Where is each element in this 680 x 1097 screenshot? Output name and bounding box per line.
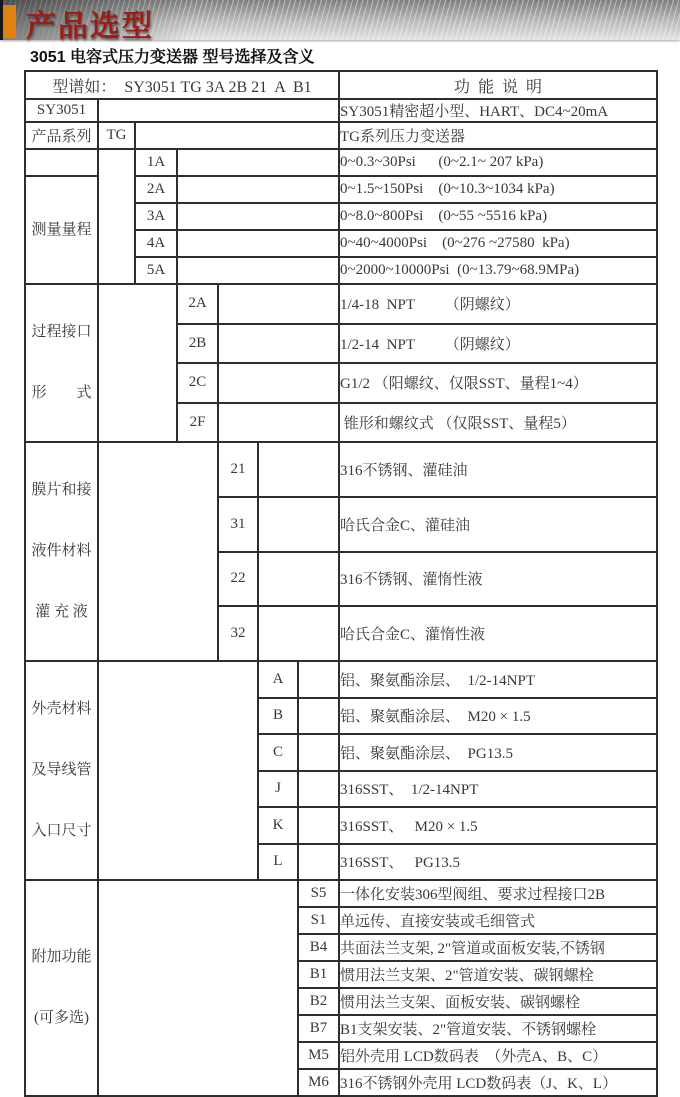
desc-cell: 1/2-14 NPT （阴螺纹） (339, 324, 657, 364)
empty-cell (258, 552, 339, 607)
code-cell: 2C (177, 363, 218, 403)
code-cell: 2A (177, 284, 218, 324)
code-cell: C (258, 734, 298, 771)
empty-cell (98, 442, 218, 661)
header-banner (0, 0, 680, 43)
desc-cell: 316SST、 PG13.5 (339, 844, 657, 881)
code-cell: 32 (218, 606, 258, 661)
desc-cell: 锥形和螺纹式 （仅限SST、量程5） (339, 403, 657, 443)
code-cell: 2A (135, 176, 177, 203)
model-spectrum-header: 型谱如： SY3051 TG 3A 2B 21 A B1 (25, 71, 339, 99)
desc-cell: 铝、聚氨酯涂层、 1/2-14NPT (339, 661, 657, 698)
page-title: 产品选型 (26, 10, 154, 43)
table-row-process (25, 284, 657, 324)
code-cell: K (258, 807, 298, 844)
model-selection-table (24, 70, 658, 1097)
empty-cell (135, 122, 339, 149)
label-line: 附加功能 (31, 949, 92, 965)
row-label: 产品系列 (25, 122, 98, 149)
desc-cell: 0~1.5~150Psi (0~10.3~1034 kPa) (339, 176, 657, 203)
desc-cell: 316SST、 M20 × 1.5 (339, 807, 657, 844)
desc-cell: 0~2000~10000Psi (0~13.79~68.9MPa) (339, 257, 657, 284)
code-cell: 21 (218, 442, 258, 497)
row-label (25, 880, 98, 1096)
empty-cell (177, 176, 339, 203)
label-line: 外壳材料 (31, 701, 92, 717)
empty-cell (298, 661, 339, 698)
table-row-series (25, 122, 657, 149)
empty-cell (258, 606, 339, 661)
code-cell: S5 (298, 880, 339, 907)
empty-cell (218, 363, 339, 403)
code-cell: B (258, 698, 298, 735)
code-cell: A (258, 661, 298, 698)
table-row-range (25, 149, 657, 176)
table-row-additional (25, 880, 657, 907)
desc-cell: 316SST、 1/2-14NPT (339, 771, 657, 808)
empty-cell (258, 442, 339, 497)
desc-cell: 316不锈钢外壳用 LCD数码表（J、K、L） (339, 1069, 657, 1096)
empty-cell (298, 771, 339, 808)
row-label (25, 661, 98, 880)
section-subtitle: 3051 电容式压力变送器 型号选择及含义 (30, 49, 315, 66)
empty-cell (298, 734, 339, 771)
empty-cell (298, 807, 339, 844)
code-cell: TG (98, 122, 135, 149)
empty-cell (177, 203, 339, 230)
code-cell: 5A (135, 257, 177, 284)
code-cell: B7 (298, 1015, 339, 1042)
code-cell: 3A (135, 203, 177, 230)
desc-cell: 铝、聚氨酯涂层、 PG13.5 (339, 734, 657, 771)
desc-cell: 单远传、直接安装或毛细管式 (339, 907, 657, 934)
desc-cell: 铝、聚氨酯涂层、 M20 × 1.5 (339, 698, 657, 735)
desc-cell: SY3051精密超小型、HART、DC4~20mA (339, 99, 657, 122)
code-cell: L (258, 844, 298, 881)
label-line: 形 式 (31, 385, 92, 401)
empty-cell (98, 99, 339, 122)
empty-cell (177, 257, 339, 284)
code-cell: 4A (135, 230, 177, 257)
empty-cell (98, 149, 135, 284)
empty-cell (98, 880, 298, 1096)
code-cell: S1 (298, 907, 339, 934)
desc-cell: TG系列压力变送器 (339, 122, 657, 149)
label-line: (可多选) (34, 1010, 89, 1026)
desc-cell: 1/4-18 NPT （阴螺纹） (339, 284, 657, 324)
desc-cell: 惯用法兰支架、面板安装、碳钢螺栓 (339, 988, 657, 1015)
empty-cell (218, 284, 339, 324)
table-row-membrane (25, 442, 657, 497)
desc-cell: 哈氏合金C、灌惰性液 (339, 606, 657, 661)
row-label: SY3051 (25, 99, 98, 122)
code-cell: 22 (218, 552, 258, 607)
empty-cell (258, 497, 339, 552)
label-line: 及导线管 (31, 762, 92, 778)
table-row-sy3051 (25, 99, 657, 122)
desc-cell: 共面法兰支架, 2"管道或面板安装,不锈钢 (339, 934, 657, 961)
code-cell: 2B (177, 324, 218, 364)
desc-cell: B1支架安装、2"管道安装、不锈钢螺栓 (339, 1015, 657, 1042)
code-cell: B2 (298, 988, 339, 1015)
code-cell: B1 (298, 961, 339, 988)
label-line: 测量量程 (31, 221, 92, 238)
row-label (25, 176, 98, 284)
empty-cell (218, 403, 339, 443)
label-line: 液件材料 (31, 543, 92, 559)
empty-cell (98, 661, 258, 880)
desc-cell: 0~40~4000Psi (0~276 ~27580 kPa) (339, 230, 657, 257)
desc-cell: G1/2 （阳螺纹、仅限SST、量程1~4） (339, 363, 657, 403)
empty-cell (298, 698, 339, 735)
desc-cell: 惯用法兰支架、2"管道安装、碳钢螺栓 (339, 961, 657, 988)
label-line: 灌 充 液 (35, 604, 88, 620)
table-header-row (25, 71, 657, 99)
empty-cell (177, 230, 339, 257)
row-label (25, 442, 98, 661)
empty-cell (177, 149, 339, 176)
desc-cell: 0~8.0~800Psi (0~55 ~5516 kPa) (339, 203, 657, 230)
empty-cell (98, 284, 177, 442)
code-cell: M5 (298, 1042, 339, 1069)
label-line: 过程接口 (31, 324, 92, 340)
desc-cell: 316不锈钢、灌惰性液 (339, 552, 657, 607)
empty-cell (298, 844, 339, 881)
code-cell: M6 (298, 1069, 339, 1096)
label-line: 膜片和接 (31, 482, 92, 498)
code-cell: B4 (298, 934, 339, 961)
table-row-housing (25, 661, 657, 698)
code-cell: J (258, 771, 298, 808)
code-cell: 2F (177, 403, 218, 443)
function-desc-header: 功 能 说 明 (339, 71, 657, 99)
code-cell: 1A (135, 149, 177, 176)
desc-cell: 316不锈钢、灌硅油 (339, 442, 657, 497)
banner-orange-block (3, 5, 16, 38)
desc-cell: 铝外壳用 LCD数码表 （外壳A、B、C） (339, 1042, 657, 1069)
empty-cell (218, 324, 339, 364)
label-line: 入口尺寸 (31, 823, 92, 839)
empty-label-cell (25, 149, 98, 176)
desc-cell: 哈氏合金C、灌硅油 (339, 497, 657, 552)
code-cell: 31 (218, 497, 258, 552)
desc-cell: 一体化安装306型阀组、要求过程接口2B (339, 880, 657, 907)
desc-cell: 0~0.3~30Psi (0~2.1~ 207 kPa) (339, 149, 657, 176)
row-label (25, 284, 98, 442)
